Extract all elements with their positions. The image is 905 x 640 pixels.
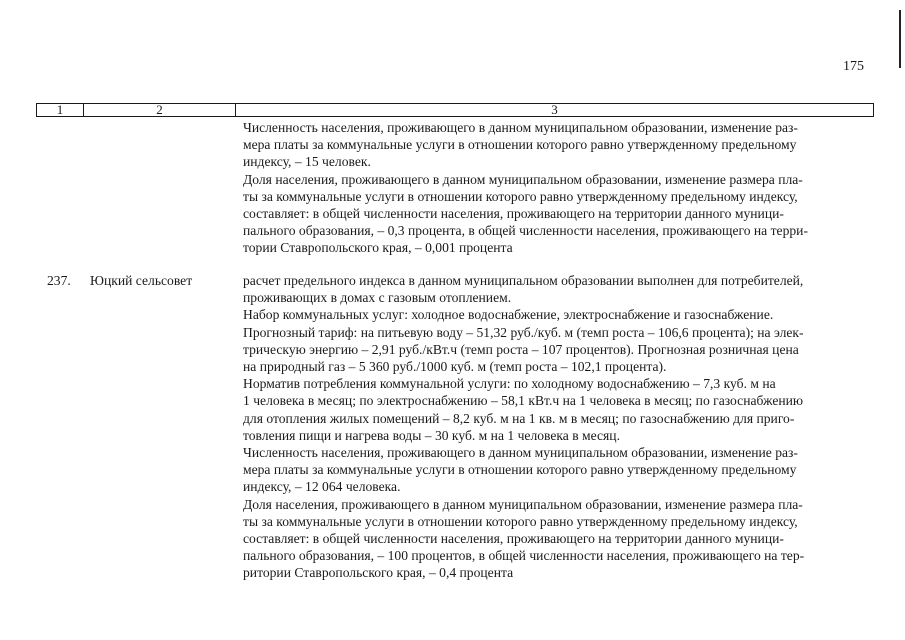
text-line: мера платы за коммунальные услуги в отношении которого равно утвержденному предельному xyxy=(243,137,797,153)
text-line: Доля населения, проживающего в данном муниципальном образовании, изменение размера пла- xyxy=(243,171,803,187)
text-line: товления пищи и нагрева воды – 30 куб. м на 1 человека в месяц. xyxy=(243,427,620,443)
text-line: пального образования, – 100 процентов, в общей численности населения, проживающего на тер- xyxy=(243,548,805,564)
text-line: на природный газ – 5 360 руб./1000 куб. м (темп роста – 102,1 процента). xyxy=(243,359,667,375)
text-line: Численность населения, проживающего в данном муниципальном образовании, изменение раз- xyxy=(243,120,798,135)
text-line: составляет: в общей численности населения, проживающего на территории данного муници- xyxy=(243,206,784,222)
margin-mark xyxy=(899,10,901,68)
text-line: Доля населения, проживающего в данном муниципальном образовании, изменение размера пла- xyxy=(243,496,803,512)
text-line: Прогнозный тариф: на питьевую воду – 51,32 руб./куб. м (темп роста – 106,6 процента); на элек- xyxy=(243,324,804,340)
text-line: индексу, – 12 064 человека. xyxy=(243,479,401,495)
text-line: ты за коммунальные услуги в отношении которого равно утвержденному предельному индексу, xyxy=(243,513,798,529)
page-number: 175 xyxy=(843,59,864,74)
text-line: ритории Ставропольского края, – 0,4 процента xyxy=(243,565,514,581)
text-line: расчет предельного индекса в данном муниципальном образовании выполнен для потребителей, xyxy=(243,273,804,288)
entry-municipality-name: Юцкий сельсовет xyxy=(90,273,193,288)
text-line: индексу, – 15 человек. xyxy=(243,154,371,170)
continued-entry-text xyxy=(243,119,871,257)
text-line: Норматив потребления коммунальной услуги: по холодному водоснабжению – 7,3 куб. м на xyxy=(243,376,776,392)
text-line: трическую энергию – 2,91 руб./кВт.ч (темп роста – 107 процентов). Прогнозная розничная цена xyxy=(243,341,799,357)
text-line: составляет: в общей численности населения, проживающего на территории данного муници- xyxy=(243,531,784,547)
text-line: проживающих в домах с газовым отоплением. xyxy=(243,290,512,306)
table-header-col-1: 1 xyxy=(37,104,84,116)
text-line: тории Ставропольского края, – 0,001 процента xyxy=(243,240,513,256)
text-line: для отопления жилых помещений – 8,2 куб. м на 1 кв. м в месяц; по газоснабжению для приго- xyxy=(243,410,795,426)
table-header-row xyxy=(36,103,874,117)
text-line: Набор коммунальных услуг: холодное водоснабжение, электроснабжение и газоснабжение. xyxy=(243,307,774,323)
text-line: мера платы за коммунальные услуги в отношении которого равно утвержденному предельному xyxy=(243,462,797,478)
table-header-col-2: 2 xyxy=(84,104,236,116)
text-line: 1 человека в месяц; по электроснабжению – 58,1 кВт.ч на 1 человека в месяц; по газоснабжению xyxy=(243,393,804,409)
entry-number: 237. xyxy=(47,273,71,288)
text-line: ты за коммунальные услуги в отношении которого равно утвержденному предельному индексу, xyxy=(243,188,798,204)
table-header-col-3: 3 xyxy=(551,102,558,117)
entry-description-text xyxy=(243,272,871,582)
text-line: Численность населения, проживающего в данном муниципальном образовании, изменение раз- xyxy=(243,445,798,461)
text-line: пального образования, – 0,3 процента, в общей численности населения, проживающего на терри- xyxy=(243,223,808,239)
